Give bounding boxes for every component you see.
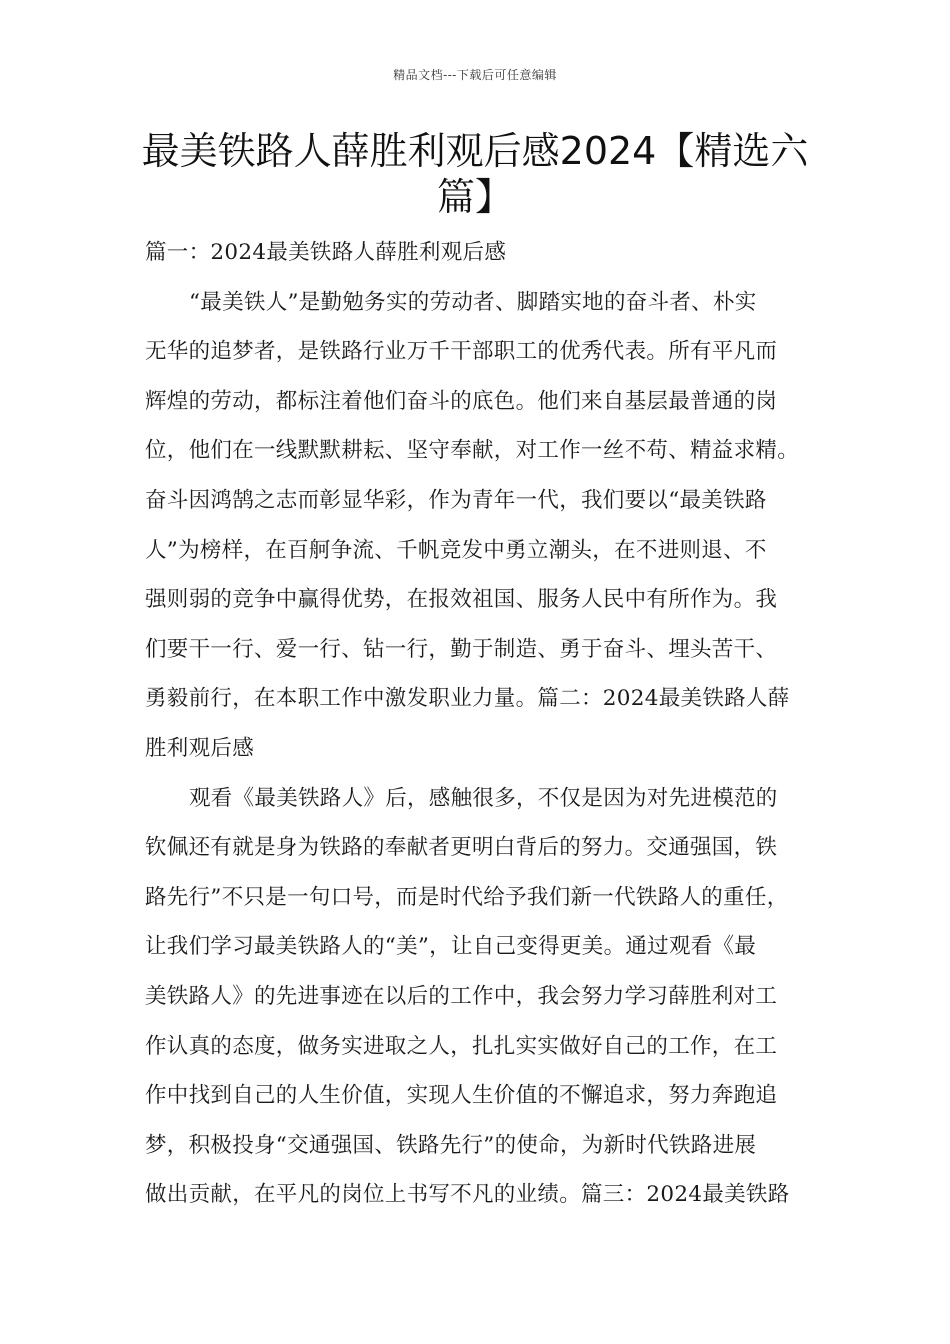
paragraph-line: 梦，积极投身“交通强国、铁路先行”的使命，为新时代铁路进展 — [145, 1132, 757, 1158]
paragraph-line: 美铁路人》的先进事迹在以后的工作中，我会努力学习薛胜利对工 — [145, 983, 778, 1009]
paragraph-line: 作中找到自己的人生价值，实现人生价值的不懈追求，努力奔跑追 — [145, 1083, 778, 1109]
paragraph-line: 强则弱的竞争中赢得优势，在报效祖国、服务人民中有所作为。我 — [145, 587, 778, 613]
paragraph-line: 钦佩还有就是身为铁路的奉献者更明白背后的努力。交通强国，铁 — [145, 835, 778, 861]
paragraph-line: 做出贡献，在平凡的岗位上书写不凡的业绩。篇三：2024最美铁路 — [145, 1182, 790, 1208]
paragraph-line: 奋斗因鸿鹄之志而彰显华彩，作为青年一代，我们要以“最美铁路 — [145, 487, 767, 513]
paragraph-line: 观看《最美铁路人》后，感触很多，不仅是因为对先进模范的 — [189, 785, 778, 811]
paragraph-line: 让我们学习最美铁路人的“美”，让自己变得更美。通过观看《最 — [145, 934, 757, 960]
paragraph-line: 路先行”不只是一句口号，而是时代给予我们新一代铁路人的重任， — [145, 884, 789, 910]
paragraph-line: 作认真的态度，做务实进取之人，扎扎实实做好自己的工作，在工 — [145, 1033, 778, 1059]
paragraph-line: 位，他们在一线默默耕耘、坚守奉献，对工作一丝不苟、精益求精。 — [145, 438, 800, 464]
paragraph-line: 人”为榜样，在百舸争流、千帆竞发中勇立潮头，在不进则退、不 — [145, 537, 767, 563]
section-heading: 篇一：2024最美铁路人薛胜利观后感 — [145, 240, 507, 265]
paragraph-line: 勇毅前行，在本职工作中激发职业力量。篇二：2024最美铁路人薛 — [145, 686, 790, 712]
paragraph-line: 胜利观后感 — [145, 735, 255, 761]
paragraph-line: 们要干一行、爱一行、钻一行，勤于制造、勇于奋斗、埋头苦干、 — [145, 636, 778, 662]
paragraph-line: 无华的追梦者，是铁路行业万千干部职工的优秀代表。所有平凡而 — [145, 339, 778, 365]
title-line-2: 篇】 — [436, 175, 513, 219]
header-note: 精品文档---下载后可任意编辑 — [393, 68, 557, 82]
document-title — [120, 128, 830, 220]
title-line-1: 最美铁路人薛胜利观后感2024【精选六 — [141, 129, 809, 173]
paragraph-line: 辉煌的劳动，都标注着他们奋斗的底色。他们来自基层最普通的岗 — [145, 388, 778, 414]
paragraph-line: “最美铁人”是勤勉务实的劳动者、脚踏实地的奋斗者、朴实 — [189, 289, 757, 315]
document-body — [145, 228, 815, 1220]
